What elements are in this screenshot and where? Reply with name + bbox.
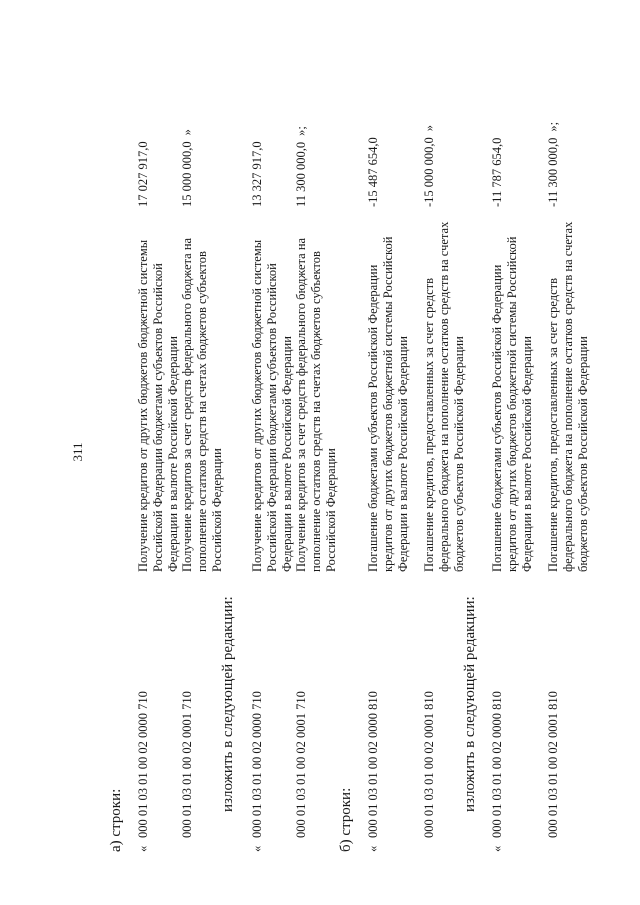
row-amount: 11 300 000,0: [294, 141, 308, 207]
row-description: Получение кредитов от других бюджетов бюджетной системы Российской Федерации бюджетами субъектов Российской Федерации в валюте Российской Федерации: [250, 239, 294, 572]
budget-code: 000 01 03 01 00 02 0001 810: [422, 691, 436, 838]
row-description: Погашение бюджетами субъектов Российской Федерации кредитов от других бюджетов бюджетной системы Российской Федерации в валюте Российской Федерации: [490, 236, 534, 572]
close-quote: »: [180, 129, 194, 136]
close-quote: »;: [294, 126, 308, 136]
row-description: Погашение кредитов, предоставленных за счет средств федерального бюджета на пополнение остатков средств на счетах бюджетов субъектов Российской Федерации: [422, 221, 466, 572]
row-description: Получение кредитов от других бюджетов бюджетной системы Российской Федерации бюджетами субъектов Российской Федерации в валюте Российской Федерации: [136, 239, 180, 572]
section-a-label: а) строки:: [108, 788, 124, 852]
row-description: Погашение кредитов, предоставленных за счет средств федерального бюджета на пополнение остатков средств на счетах бюджетов субъектов Российской Федерации: [546, 221, 590, 572]
open-quote: «: [366, 845, 380, 852]
replace-label: изложить в следующей редакции:: [462, 596, 478, 812]
row-amount: -11 787 654,0: [490, 137, 504, 207]
page-number: 311: [70, 442, 85, 462]
budget-code: 000 01 03 01 00 02 0001 810: [546, 691, 560, 838]
row-amount: 13 327 917,0: [250, 141, 264, 207]
row-description: Получение кредитов за счет средств федерального бюджета на пополнение остатков средств на счетах бюджетов субъектов Российской Федерации: [180, 237, 224, 572]
row-description: Получение кредитов за счет средств федерального бюджета на пополнение остатков средств на счетах бюджетов субъектов Российской Федерации: [294, 237, 338, 572]
open-quote: «: [490, 845, 504, 852]
section-b-label: б) строки:: [338, 787, 354, 852]
rotated-content: [70, 52, 610, 852]
replace-label: изложить в следующей редакции:: [220, 596, 236, 812]
open-quote: «: [136, 845, 150, 852]
row-amount: -15 487 654,0: [366, 137, 380, 207]
close-quote: »;: [546, 121, 560, 132]
budget-code: 000 01 03 01 00 02 0001 710: [294, 691, 308, 838]
budget-code: 000 01 03 01 00 02 0000 810: [490, 691, 504, 838]
budget-code: 000 01 03 01 00 02 0001 710: [180, 691, 194, 838]
row-description: Погашение бюджетами субъектов Российской Федерации кредитов от других бюджетов бюджетной системы Российской Федерации в валюте Российской Федерации: [366, 236, 410, 572]
row-amount: 15 000 000,0: [180, 141, 194, 207]
row-amount: -11 300 000,0: [546, 137, 560, 207]
budget-code: 000 01 03 01 00 02 0000 710: [136, 691, 150, 838]
budget-code: 000 01 03 01 00 02 0000 810: [366, 691, 380, 838]
row-amount: -15 000 000,0: [422, 137, 436, 207]
budget-code: 000 01 03 01 00 02 0000 710: [250, 691, 264, 838]
open-quote: «: [250, 845, 264, 852]
row-amount: 17 027 917,0: [136, 141, 150, 207]
close-quote: »: [422, 124, 436, 132]
